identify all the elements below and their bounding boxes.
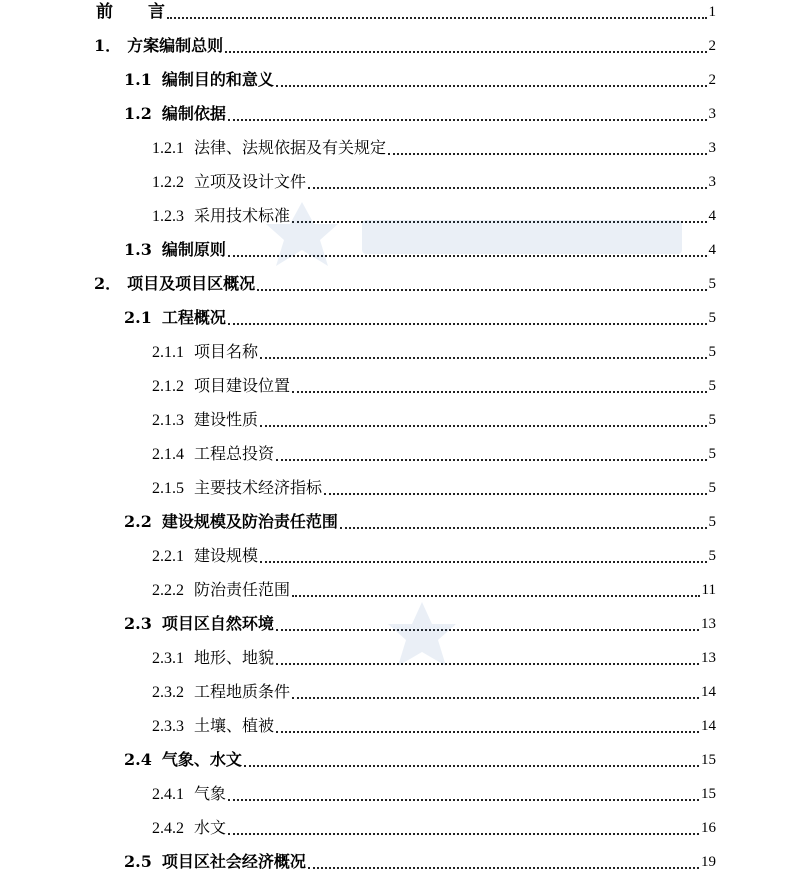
toc-entry-number: 2.3 — [124, 614, 152, 633]
toc-entry-page-number: 4 — [707, 204, 717, 228]
toc-entry[interactable] — [0, 408, 794, 442]
toc-entry-page-number: 5 — [707, 340, 717, 364]
toc-dot-leader — [308, 867, 699, 869]
toc-entry-number: 2.3.3 — [152, 718, 184, 735]
toc-entry-page-number: 3 — [707, 136, 717, 160]
toc-entry-title: 工程地质条件 — [194, 682, 291, 701]
toc-dot-leader — [340, 527, 707, 529]
toc-dot-leader — [228, 255, 707, 257]
toc-entry-title: 地形、地貌 — [194, 648, 275, 667]
toc-entry[interactable] — [0, 170, 794, 204]
toc-entry-title: 编制依据 — [161, 104, 226, 123]
toc-dot-leader — [276, 731, 699, 733]
toc-entry-label — [124, 102, 228, 126]
toc-dot-leader — [260, 561, 706, 563]
toc-entry-number: 前 — [96, 2, 113, 22]
toc-entry-number: 2.3.2 — [152, 684, 184, 701]
toc-entry-label — [94, 272, 257, 296]
toc-entry[interactable] — [0, 442, 794, 476]
toc-entry[interactable] — [0, 34, 794, 68]
toc-entry-page-number: 15 — [699, 748, 716, 772]
toc-entry[interactable] — [0, 136, 794, 170]
toc-entry-number: 2.1.5 — [152, 480, 184, 497]
toc-entry-number: 2.1.1 — [152, 344, 184, 361]
toc-entry-page-number: 13 — [699, 646, 716, 670]
toc-entry-title: 项目及项目区概况 — [127, 274, 256, 293]
toc-entry-label — [124, 306, 228, 330]
toc-entry-label — [152, 714, 276, 739]
toc-dot-leader — [260, 357, 706, 359]
toc-entry[interactable] — [0, 510, 794, 544]
toc-entry-title: 项目名称 — [194, 342, 259, 361]
toc-entry[interactable] — [0, 816, 794, 850]
toc-entry-label — [152, 578, 292, 603]
toc-entry-title: 方案编制总则 — [127, 36, 224, 55]
toc-entry[interactable] — [0, 272, 794, 306]
toc-entry-title: 项目建设位置 — [194, 376, 291, 395]
toc-entry[interactable] — [0, 612, 794, 646]
toc-dot-leader — [228, 833, 699, 835]
toc-entry-number: 2.5 — [124, 852, 152, 871]
toc-entry-number: 1． — [94, 36, 122, 55]
toc-entry-title: 编制目的和意义 — [161, 70, 274, 89]
toc-entry-number: 2.2.1 — [152, 548, 184, 565]
toc-entry[interactable] — [0, 102, 794, 136]
toc-entry[interactable] — [0, 544, 794, 578]
toc-entry-title: 项目区自然环境 — [161, 614, 274, 633]
toc-entry-page-number: 2 — [707, 68, 717, 92]
toc-entry-number: 2.1.4 — [152, 446, 184, 463]
toc-entry-title: 建设规模及防治责任范围 — [161, 512, 338, 531]
toc-entry[interactable] — [0, 850, 794, 884]
toc-entry-title: 主要技术经济指标 — [194, 478, 323, 497]
toc-entry-number: 2.4.2 — [152, 820, 184, 837]
toc-entry-page-number: 15 — [699, 782, 716, 806]
toc-entry-number: 2.1 — [124, 308, 152, 327]
toc-entry[interactable] — [0, 374, 794, 408]
toc-entry-page-number: 2 — [707, 34, 717, 58]
toc-dot-leader — [276, 629, 699, 631]
toc-entry-title: 工程概况 — [161, 308, 226, 327]
toc-entry-title: 言 — [148, 2, 165, 22]
toc-entry-label — [124, 510, 340, 534]
toc-dot-leader — [276, 663, 699, 665]
toc-entry-number: 2.3.1 — [152, 650, 184, 667]
toc-entry-label — [124, 238, 228, 262]
toc-entry-page-number: 5 — [707, 272, 717, 296]
toc-dot-leader — [276, 85, 707, 87]
toc-entry-label — [152, 544, 260, 569]
toc-entry-title: 建设性质 — [194, 410, 259, 429]
toc-entry-number: 1.2 — [124, 104, 152, 123]
toc-entry[interactable] — [0, 204, 794, 238]
toc-entry[interactable] — [0, 748, 794, 782]
toc-entry[interactable] — [0, 476, 794, 510]
toc-entry-label — [124, 748, 244, 772]
toc-entry-title: 工程总投资 — [194, 444, 275, 463]
toc-entry[interactable] — [0, 578, 794, 612]
toc-entry-page-number: 13 — [699, 612, 716, 636]
toc-entry[interactable] — [0, 646, 794, 680]
toc-entry-page-number: 3 — [707, 170, 717, 194]
toc-entry-page-number: 4 — [707, 238, 717, 262]
toc-dot-leader — [228, 119, 707, 121]
toc-entry-title: 土壤、植被 — [194, 716, 275, 735]
toc-entry[interactable] — [0, 340, 794, 374]
toc-entry-label — [152, 476, 324, 501]
toc-entry-label — [124, 612, 276, 636]
toc-dot-leader — [308, 187, 706, 189]
toc-entry[interactable] — [0, 238, 794, 272]
toc-entry-page-number: 5 — [707, 476, 717, 500]
toc-entry-page-number: 1 — [707, 0, 717, 24]
toc-entry-number: 2.1.2 — [152, 378, 184, 395]
toc-entry-page-number: 5 — [707, 306, 717, 330]
toc-entry-page-number: 14 — [699, 714, 716, 738]
toc-entry-label — [152, 204, 292, 229]
toc-entry-title: 法律、法规依据及有关规定 — [194, 138, 387, 157]
toc-entry-number: 2.4.1 — [152, 786, 184, 803]
toc-entry[interactable] — [0, 782, 794, 816]
toc-entry-title: 气象、水文 — [161, 750, 242, 769]
toc-entry-label — [152, 374, 292, 399]
toc-dot-leader — [244, 765, 699, 767]
toc-entry-page-number: 5 — [707, 442, 717, 466]
toc-dot-leader — [276, 459, 706, 461]
toc-dot-leader — [167, 17, 707, 19]
toc-entry-title: 气象 — [194, 784, 227, 803]
toc-dot-leader — [292, 221, 706, 223]
toc-dot-leader — [388, 153, 706, 155]
toc-entry[interactable] — [0, 0, 794, 34]
toc-entry-number: 1.2.1 — [152, 140, 184, 157]
toc-entry[interactable] — [0, 714, 794, 748]
toc-entry-number: 1.2.3 — [152, 208, 184, 225]
toc-entry-number: 2． — [94, 274, 122, 293]
toc-entry-page-number: 3 — [707, 102, 717, 126]
toc-dot-leader — [228, 323, 707, 325]
toc-dot-leader — [292, 391, 706, 393]
toc-entry-page-number: 16 — [699, 816, 716, 840]
toc-entry-title: 立项及设计文件 — [194, 172, 307, 191]
toc-entry-page-number: 5 — [707, 544, 717, 568]
toc-entry-number: 2.2.2 — [152, 582, 184, 599]
toc-entry-label — [124, 68, 276, 92]
toc-entry-label — [152, 816, 228, 841]
toc-entry-page-number: 5 — [707, 510, 717, 534]
toc-entry-page-number: 14 — [699, 680, 716, 704]
toc-entry-label — [96, 0, 167, 24]
toc-entry-number: 2.2 — [124, 512, 152, 531]
toc-entry-page-number: 19 — [699, 850, 716, 874]
toc-entry-title: 编制原则 — [161, 240, 226, 259]
toc-entry-label — [124, 850, 308, 874]
toc-entry-label — [152, 408, 260, 433]
toc-entry-title: 建设规模 — [194, 546, 259, 565]
toc-dot-leader — [257, 289, 706, 291]
toc-entry-number: 1.3 — [124, 240, 152, 259]
toc-entry-page-number: 11 — [700, 578, 716, 602]
toc-entry-label — [152, 136, 388, 161]
toc-entry-title: 水文 — [194, 818, 227, 837]
toc-entry-label — [152, 340, 260, 365]
toc-dot-leader — [225, 51, 706, 53]
toc-entry-label — [152, 680, 292, 705]
toc-entry-label — [152, 782, 228, 807]
toc-entry[interactable] — [0, 68, 794, 102]
toc-entry-label — [152, 646, 276, 671]
toc-entry-number: 2.1.3 — [152, 412, 184, 429]
toc-dot-leader — [292, 697, 699, 699]
toc-entry-page-number: 5 — [707, 374, 717, 398]
toc-entry-title: 防治责任范围 — [194, 580, 291, 599]
toc-entry[interactable] — [0, 680, 794, 714]
toc-entry-number: 1.2.2 — [152, 174, 184, 191]
toc-dot-leader — [292, 595, 700, 597]
toc-dot-leader — [228, 799, 699, 801]
toc-entry-number: 1.1 — [124, 70, 152, 89]
toc-entry-title: 采用技术标准 — [194, 206, 291, 225]
toc-entry-label — [152, 170, 308, 195]
toc-dot-leader — [260, 425, 706, 427]
toc-entry-title: 项目区社会经济概况 — [161, 852, 306, 871]
toc-entry-label — [152, 442, 276, 467]
toc-entry-number: 2.4 — [124, 750, 152, 769]
toc-entry[interactable] — [0, 306, 794, 340]
toc-dot-leader — [324, 493, 706, 495]
toc-entry-label — [94, 34, 225, 58]
toc-entry-page-number: 5 — [707, 408, 717, 432]
